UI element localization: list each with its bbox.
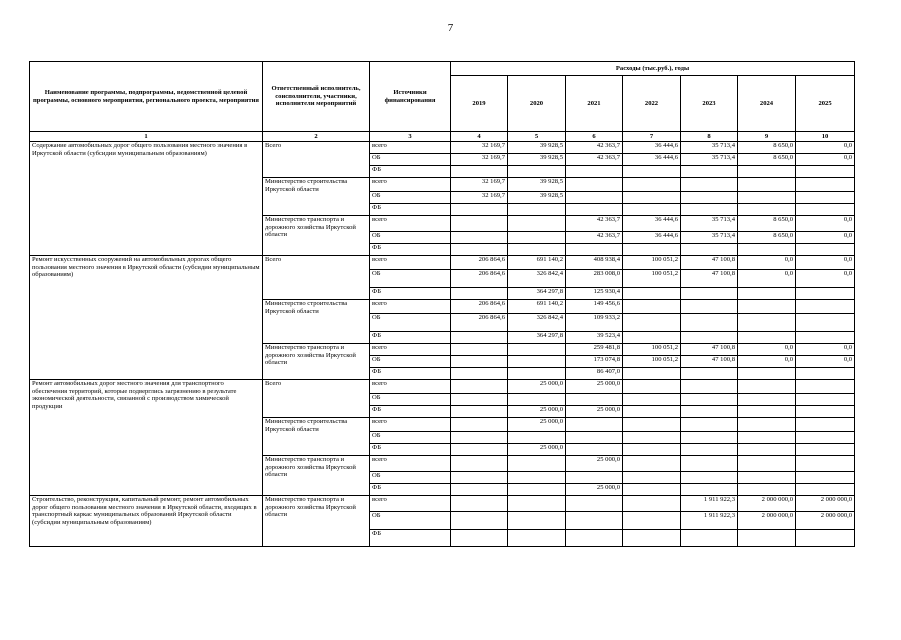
- expense-value: 39 523,4: [566, 332, 623, 344]
- expense-value: 42 363,7: [566, 232, 623, 244]
- page-number: 7: [447, 22, 454, 34]
- expense-value: 2 000 000,0: [738, 496, 796, 512]
- expense-value: [796, 406, 855, 418]
- expense-value: 0,0: [738, 356, 796, 368]
- expense-value: [623, 300, 681, 314]
- expense-value: [738, 418, 796, 432]
- expense-value: [738, 368, 796, 380]
- funding-source: ОБ: [370, 512, 451, 530]
- expense-value: 47 100,8: [681, 256, 738, 270]
- expense-value: [451, 368, 508, 380]
- expense-value: [738, 432, 796, 444]
- expense-value: 0,0: [796, 270, 855, 288]
- expense-value: 125 930,4: [566, 288, 623, 300]
- measure-name: Содержание автомобильных дорог общего пользования местного значения в Иркутской области (субсидии муниципальным образованиям): [30, 142, 263, 256]
- expense-value: [623, 204, 681, 216]
- measure-name: Строительство, реконструкция, капитальный ремонт, ремонт автомобильных дорог общего пользования местного значения в Иркутской области, входящих в транспортный каркас муниципальных образований Иркутской области (субсидии муниципальным образованиям): [30, 496, 263, 547]
- expense-value: 86 407,0: [566, 368, 623, 380]
- expense-value: 2 000 000,0: [796, 512, 855, 530]
- expense-value: [566, 178, 623, 192]
- expense-value: [681, 472, 738, 484]
- expense-value: [451, 472, 508, 484]
- expense-value: [508, 244, 566, 256]
- expense-value: [623, 530, 681, 547]
- expense-value: [796, 530, 855, 547]
- funding-source: ОБ: [370, 154, 451, 166]
- expense-value: 35 713,4: [681, 232, 738, 244]
- executor-name: Всего: [263, 142, 370, 178]
- expense-value: [566, 512, 623, 530]
- expense-value: [681, 300, 738, 314]
- expense-value: [508, 456, 566, 472]
- expense-value: 259 481,8: [566, 344, 623, 356]
- expense-value: [508, 204, 566, 216]
- expense-value: 364 297,8: [508, 332, 566, 344]
- expense-value: [738, 178, 796, 192]
- funding-source: всего: [370, 178, 451, 192]
- expense-value: 206 864,6: [451, 300, 508, 314]
- expense-value: 691 140,2: [508, 256, 566, 270]
- expense-value: 25 000,0: [566, 380, 623, 394]
- expense-value: [738, 192, 796, 204]
- expense-value: 35 713,4: [681, 216, 738, 232]
- expense-value: [623, 496, 681, 512]
- expense-value: 206 864,6: [451, 270, 508, 288]
- expense-value: [508, 216, 566, 232]
- column-number: 7: [623, 132, 681, 142]
- expense-value: [681, 406, 738, 418]
- expense-value: [796, 380, 855, 394]
- expense-value: [623, 394, 681, 406]
- expense-value: [796, 444, 855, 456]
- expense-value: 42 363,7: [566, 216, 623, 232]
- header-expenses: Расходы (тыс.руб.), годы: [451, 62, 855, 76]
- expense-value: [738, 472, 796, 484]
- column-number: 2: [263, 132, 370, 142]
- expense-value: [623, 368, 681, 380]
- expense-value: 206 864,6: [451, 256, 508, 270]
- column-number: 8: [681, 132, 738, 142]
- header-sources: Источники финансирования: [370, 62, 451, 132]
- executor-name: Министерство транспорта и дорожного хозяйства Иркутской области: [263, 344, 370, 380]
- expense-value: [451, 418, 508, 432]
- expense-value: [451, 332, 508, 344]
- expense-value: [508, 484, 566, 496]
- expense-value: [508, 368, 566, 380]
- expense-value: 25 000,0: [566, 484, 623, 496]
- expense-value: [681, 178, 738, 192]
- expense-value: 8 650,0: [738, 142, 796, 154]
- funding-source: ФБ: [370, 444, 451, 456]
- expense-value: [796, 432, 855, 444]
- expense-value: [566, 444, 623, 456]
- funding-source: ОБ: [370, 472, 451, 484]
- expense-value: [681, 166, 738, 178]
- expense-value: 100 051,2: [623, 270, 681, 288]
- executor-name: Министерство строительства Иркутской области: [263, 178, 370, 216]
- expense-value: 36 444,6: [623, 142, 681, 154]
- expense-value: [623, 166, 681, 178]
- expense-value: 2 000 000,0: [738, 512, 796, 530]
- funding-source: всего: [370, 256, 451, 270]
- expense-value: [451, 288, 508, 300]
- expense-value: [508, 356, 566, 368]
- funding-source: ФБ: [370, 204, 451, 216]
- expense-value: 35 713,4: [681, 142, 738, 154]
- funding-source: ОБ: [370, 232, 451, 244]
- funding-source: ФБ: [370, 530, 451, 547]
- expense-value: 149 456,6: [566, 300, 623, 314]
- expense-value: [796, 484, 855, 496]
- expense-value: 0,0: [796, 356, 855, 368]
- expense-value: 0,0: [796, 216, 855, 232]
- expense-value: 0,0: [796, 154, 855, 166]
- expense-value: [738, 332, 796, 344]
- expense-value: 0,0: [796, 256, 855, 270]
- expense-value: [738, 406, 796, 418]
- expense-value: [681, 444, 738, 456]
- expense-value: [738, 244, 796, 256]
- expense-value: [796, 166, 855, 178]
- funding-source: ФБ: [370, 484, 451, 496]
- expense-value: [623, 456, 681, 472]
- funding-source: всего: [370, 300, 451, 314]
- expense-value: 0,0: [738, 344, 796, 356]
- funding-source: всего: [370, 142, 451, 154]
- expense-value: [681, 288, 738, 300]
- expense-value: [451, 244, 508, 256]
- expense-value: 0,0: [796, 232, 855, 244]
- expense-value: [508, 394, 566, 406]
- header-year: 2019: [451, 76, 508, 132]
- expense-value: 32 169,7: [451, 142, 508, 154]
- expense-value: 100 051,2: [623, 344, 681, 356]
- expense-value: [796, 178, 855, 192]
- header-year: 2020: [508, 76, 566, 132]
- expense-value: [623, 418, 681, 432]
- expense-value: [451, 512, 508, 530]
- expense-value: 8 650,0: [738, 216, 796, 232]
- expense-value: [508, 496, 566, 512]
- expense-value: [738, 166, 796, 178]
- expense-value: [623, 332, 681, 344]
- expense-value: [681, 432, 738, 444]
- funding-source: ФБ: [370, 166, 451, 178]
- expense-value: [508, 512, 566, 530]
- expense-value: 408 938,4: [566, 256, 623, 270]
- expense-value: [738, 380, 796, 394]
- expense-value: [681, 530, 738, 547]
- expense-value: [451, 406, 508, 418]
- expense-value: [451, 456, 508, 472]
- expense-value: 32 169,7: [451, 192, 508, 204]
- expense-value: [451, 484, 508, 496]
- expense-value: [508, 344, 566, 356]
- expense-value: [623, 244, 681, 256]
- funding-source: ФБ: [370, 332, 451, 344]
- expense-value: 25 000,0: [566, 406, 623, 418]
- expense-value: [451, 496, 508, 512]
- expense-value: 25 000,0: [508, 406, 566, 418]
- funding-source: всего: [370, 216, 451, 232]
- expense-value: [738, 444, 796, 456]
- expense-value: [796, 332, 855, 344]
- header-program-name: Наименование программы, подпрограммы, ведомственной целевой программы, основного мероприятия, регионального проекта, мероприятия: [30, 62, 263, 132]
- funding-source: ФБ: [370, 244, 451, 256]
- expense-value: [681, 314, 738, 332]
- expense-value: [738, 288, 796, 300]
- expense-value: [681, 204, 738, 216]
- expense-value: [566, 496, 623, 512]
- expense-value: 39 928,5: [508, 142, 566, 154]
- expense-value: 39 928,5: [508, 178, 566, 192]
- executor-name: Всего: [263, 256, 370, 300]
- executor-name: Всего: [263, 380, 370, 418]
- expense-value: [451, 166, 508, 178]
- header-year: 2022: [623, 76, 681, 132]
- measure-name: Ремонт автомобильных дорог местного значения для транспортного обеспечения территорий, которые подверглись загрязнению в результате экономической деятельности, связанной с производством химической продукции: [30, 380, 263, 496]
- expense-value: [623, 512, 681, 530]
- header-year: 2021: [566, 76, 623, 132]
- expense-value: 8 650,0: [738, 232, 796, 244]
- funding-source: ОБ: [370, 394, 451, 406]
- expense-value: [451, 216, 508, 232]
- expense-value: [623, 472, 681, 484]
- funding-source: ФБ: [370, 288, 451, 300]
- table-row: [30, 380, 855, 394]
- expense-value: [451, 394, 508, 406]
- expense-value: [623, 192, 681, 204]
- expense-value: [623, 406, 681, 418]
- expense-value: [681, 418, 738, 432]
- funding-source: ФБ: [370, 368, 451, 380]
- funding-source: ФБ: [370, 406, 451, 418]
- expense-value: [451, 204, 508, 216]
- executor-name: Министерство транспорта и дорожного хозяйства Иркутской области: [263, 496, 370, 547]
- expense-value: 0,0: [796, 142, 855, 154]
- executor-name: Министерство транспорта и дорожного хозяйства Иркутской области: [263, 456, 370, 496]
- table-body: [30, 142, 855, 547]
- expense-value: [451, 232, 508, 244]
- expense-value: [508, 530, 566, 547]
- expense-value: 47 100,8: [681, 356, 738, 368]
- expense-value: 283 008,0: [566, 270, 623, 288]
- header-year: 2025: [796, 76, 855, 132]
- header-year: 2023: [681, 76, 738, 132]
- expense-value: [796, 418, 855, 432]
- expense-value: 8 650,0: [738, 154, 796, 166]
- expense-value: [623, 178, 681, 192]
- funding-source: всего: [370, 344, 451, 356]
- expense-value: 25 000,0: [508, 380, 566, 394]
- executor-name: Министерство строительства Иркутской области: [263, 300, 370, 344]
- expense-value: [566, 192, 623, 204]
- expense-value: 173 074,8: [566, 356, 623, 368]
- expense-value: [738, 314, 796, 332]
- expense-value: [796, 314, 855, 332]
- executor-name: Министерство транспорта и дорожного хозяйства Иркутской области: [263, 216, 370, 256]
- expense-value: 32 169,7: [451, 178, 508, 192]
- table-row: [30, 142, 855, 154]
- expense-value: [796, 472, 855, 484]
- expense-value: [566, 432, 623, 444]
- funding-source: всего: [370, 496, 451, 512]
- funding-source: всего: [370, 418, 451, 432]
- expense-value: 206 864,6: [451, 314, 508, 332]
- expense-value: 1 911 922,3: [681, 512, 738, 530]
- expense-value: 25 000,0: [508, 418, 566, 432]
- expense-value: [451, 432, 508, 444]
- expense-value: [451, 356, 508, 368]
- expense-value: 32 169,7: [451, 154, 508, 166]
- expense-value: [681, 368, 738, 380]
- expense-value: [681, 484, 738, 496]
- expense-value: [451, 530, 508, 547]
- table-row: [30, 496, 855, 512]
- expense-value: [566, 394, 623, 406]
- expense-value: [508, 166, 566, 178]
- expense-value: 0,0: [738, 256, 796, 270]
- expense-value: 42 363,7: [566, 142, 623, 154]
- expense-value: 109 933,2: [566, 314, 623, 332]
- executor-name: Министерство строительства Иркутской области: [263, 418, 370, 456]
- expense-value: 364 297,8: [508, 288, 566, 300]
- expense-value: [681, 332, 738, 344]
- funding-source: ОБ: [370, 314, 451, 332]
- expense-value: 100 051,2: [623, 256, 681, 270]
- expense-value: [566, 530, 623, 547]
- expense-value: 326 842,4: [508, 314, 566, 332]
- expense-value: 39 928,5: [508, 192, 566, 204]
- expense-value: [796, 456, 855, 472]
- expense-value: [623, 380, 681, 394]
- budget-table: [29, 61, 855, 547]
- expense-value: [623, 314, 681, 332]
- expense-value: [681, 394, 738, 406]
- funding-source: ОБ: [370, 192, 451, 204]
- expense-value: [796, 204, 855, 216]
- expense-value: 36 444,6: [623, 232, 681, 244]
- expense-value: 326 842,4: [508, 270, 566, 288]
- expense-value: 39 928,5: [508, 154, 566, 166]
- expense-value: [796, 368, 855, 380]
- expense-value: [738, 530, 796, 547]
- expense-value: 42 363,7: [566, 154, 623, 166]
- expense-value: 25 000,0: [566, 456, 623, 472]
- table-row: [30, 256, 855, 270]
- expense-value: 47 100,8: [681, 270, 738, 288]
- funding-source: ОБ: [370, 270, 451, 288]
- expense-value: [623, 484, 681, 496]
- expense-value: [681, 380, 738, 394]
- column-number: 9: [738, 132, 796, 142]
- expense-value: [508, 432, 566, 444]
- funding-source: всего: [370, 380, 451, 394]
- header-year: 2024: [738, 76, 796, 132]
- expense-value: 2 000 000,0: [796, 496, 855, 512]
- expense-value: 1 911 922,3: [681, 496, 738, 512]
- column-number: 5: [508, 132, 566, 142]
- expense-value: [508, 472, 566, 484]
- expense-value: [566, 472, 623, 484]
- expense-value: 0,0: [738, 270, 796, 288]
- column-number: 10: [796, 132, 855, 142]
- column-number: 1: [30, 132, 263, 142]
- expense-value: [566, 244, 623, 256]
- expense-value: [796, 288, 855, 300]
- funding-source: всего: [370, 456, 451, 472]
- expense-value: [623, 444, 681, 456]
- column-number: 3: [370, 132, 451, 142]
- expense-value: [796, 394, 855, 406]
- expense-value: [796, 244, 855, 256]
- expense-value: [738, 300, 796, 314]
- funding-source: ОБ: [370, 356, 451, 368]
- header-executors: Ответственный исполнитель, соисполнители, участники, исполнители мероприятий: [263, 62, 370, 132]
- expense-value: [623, 432, 681, 444]
- expense-value: [738, 456, 796, 472]
- expense-value: [681, 244, 738, 256]
- expense-value: [738, 484, 796, 496]
- expense-value: 47 100,8: [681, 344, 738, 356]
- expense-value: [451, 344, 508, 356]
- expense-value: [566, 418, 623, 432]
- measure-name: Ремонт искусственных сооружений на автомобильных дорогах общего пользования местного значения в Иркутской области (субсидии муниципальным образованиям): [30, 256, 263, 380]
- expense-value: [681, 456, 738, 472]
- expense-value: [451, 380, 508, 394]
- column-number: 6: [566, 132, 623, 142]
- expense-value: 35 713,4: [681, 154, 738, 166]
- expense-value: [566, 166, 623, 178]
- expense-value: 0,0: [796, 344, 855, 356]
- expense-value: 36 444,6: [623, 154, 681, 166]
- expense-value: [566, 204, 623, 216]
- expense-value: [738, 394, 796, 406]
- expense-value: 100 051,2: [623, 356, 681, 368]
- expense-value: [508, 232, 566, 244]
- expense-value: 691 140,2: [508, 300, 566, 314]
- expense-value: [681, 192, 738, 204]
- expense-value: [796, 300, 855, 314]
- expense-value: [796, 192, 855, 204]
- expense-value: 25 000,0: [508, 444, 566, 456]
- column-number: 4: [451, 132, 508, 142]
- expense-value: [451, 444, 508, 456]
- expense-value: 36 444,6: [623, 216, 681, 232]
- expense-value: [738, 204, 796, 216]
- funding-source: ОБ: [370, 432, 451, 444]
- expense-value: [623, 288, 681, 300]
